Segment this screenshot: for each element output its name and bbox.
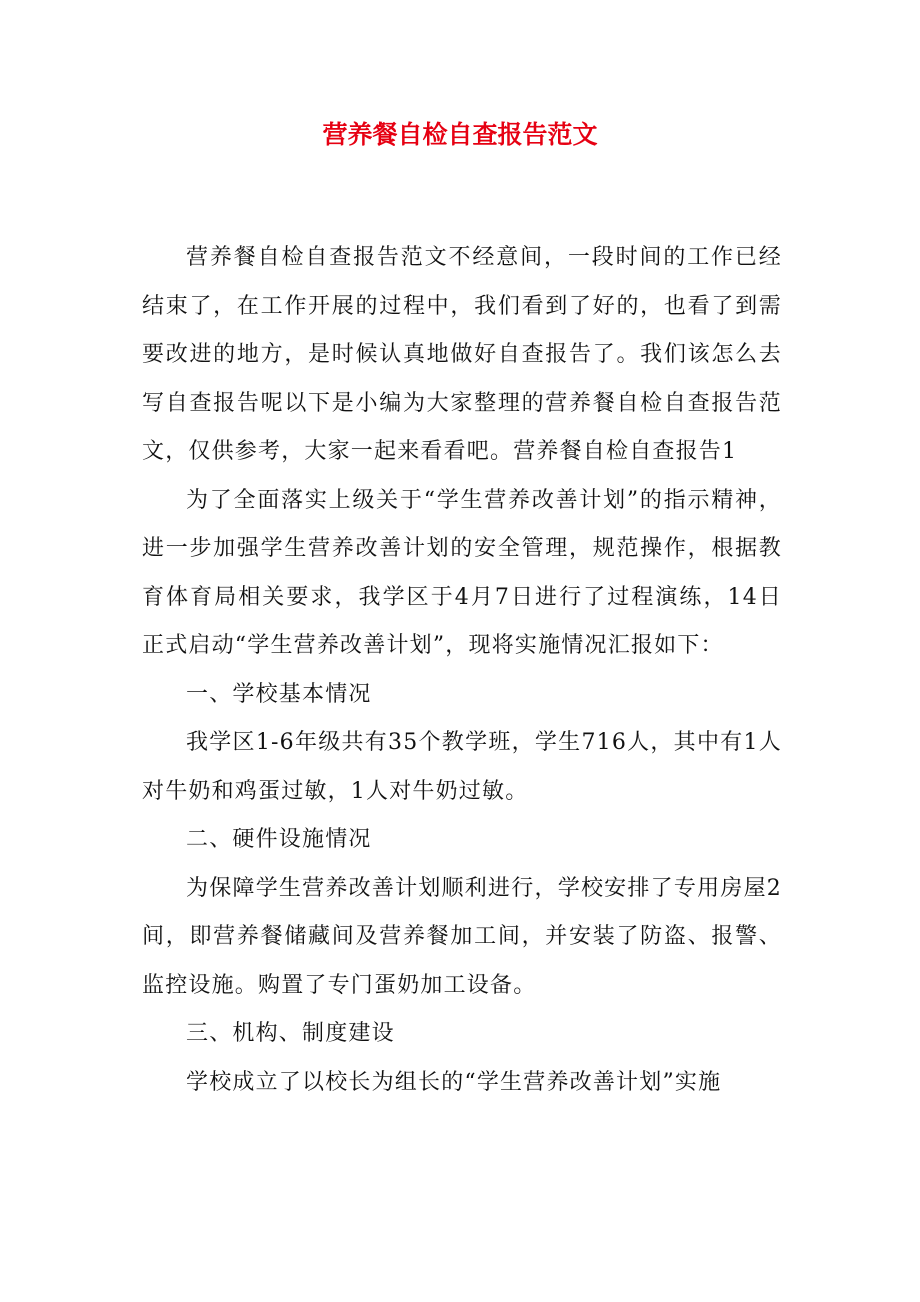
- paragraph-facilities: 为保障学生营养改善计划顺利进行，学校安排了专用房屋2间，即营养餐储藏间及营养餐加工间，并安装了防盗、报警、监控设施。购置了专门蛋奶加工设备。: [142, 875, 782, 998]
- section-heading-basic-info: 一、学校基本情况: [186, 681, 372, 707]
- paragraph-intro: 营养餐自检自查报告范文不经意间，一段时间的工作已经结束了，在工作开展的过程中，我们看到了好的，也看了到需要改进的地方，是时候认真地做好自查报告了。我们该怎么去写自查报告呢以下是小编为大家整理的营养餐自检自查报告范文，仅供参考，大家一起来看看吧。营养餐自检自查报告1: [142, 245, 782, 464]
- document-body: [142, 234, 782, 1107]
- document-title: 营养餐自检自查报告范文: [322, 120, 598, 149]
- section-heading-organization: 三、机构、制度建设: [186, 1021, 395, 1046]
- paragraph-organization: 学校成立了以校长为组长的“学生营养改善计划”实施: [186, 1069, 722, 1095]
- paragraph-basic-info: 我学区1-6年级共有35个教学班，学生716人，其中有1人对牛奶和鸡蛋过敏，1人对牛奶过敏。: [142, 730, 782, 804]
- section-heading-facilities: 二、硬件设施情况: [186, 827, 372, 852]
- paragraph-purpose: 为了全面落实上级关于“学生营养改善计划”的指示精神，进一步加强学生营养改善计划的安全管理，规范操作，根据教育体育局相关要求，我学区于4月7日进行了过程演练，14日正式启动“学生营养改善计划”，现将实施情况汇报如下：: [142, 487, 782, 658]
